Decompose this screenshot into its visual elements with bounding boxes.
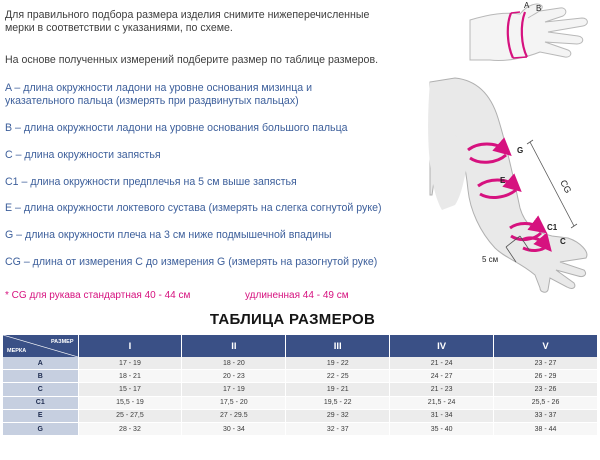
table-cell: 23 - 26: [494, 383, 598, 396]
row-label: C1: [3, 396, 78, 409]
table-cell: 17,5 - 20: [182, 396, 286, 409]
table-cell: 19 - 22: [286, 357, 390, 370]
table-cell: 25 - 27,5: [78, 409, 182, 422]
table-cell: 33 - 37: [494, 409, 598, 422]
table-cell: 31 - 34: [390, 409, 494, 422]
measure-a-line-1: A – длина окружности ладони на уровне основания мизинца и: [5, 82, 313, 94]
table-cell: 25,5 - 26: [494, 396, 598, 409]
label-e: E: [500, 176, 506, 185]
measure-e: E – длина окружности локтевого сустава (измерять на слегка согнутой руке): [5, 202, 382, 214]
row-label: G: [3, 422, 78, 435]
table-cell: 24 - 27: [390, 370, 494, 383]
table-cell: 19,5 - 22: [286, 396, 390, 409]
measure-b: B – длина окружности ладони на уровне основания большого пальца: [5, 122, 348, 134]
table-cell: 26 - 29: [494, 370, 598, 383]
table-cell: 18 - 20: [182, 357, 286, 370]
row-label: C: [3, 383, 78, 396]
table-cell: 22 - 25: [286, 370, 390, 383]
table-cell: 27 - 29.5: [182, 409, 286, 422]
label-a: A: [524, 1, 530, 10]
table-cell: 19 - 21: [286, 383, 390, 396]
corner-label-size: РАЗМЕР: [50, 339, 74, 345]
label-5cm: 5 см: [482, 255, 499, 264]
instruction-line-2: мерки в соответствии с указаниями, по схеме.: [5, 22, 233, 34]
table-row: [3, 370, 598, 383]
row-label: B: [3, 370, 78, 383]
table-cell: 18 - 21: [78, 370, 182, 383]
label-g: G: [517, 146, 524, 155]
table-cell: 38 - 44: [494, 422, 598, 435]
table-cell: 21 - 24: [390, 357, 494, 370]
label-c1: C1: [547, 223, 558, 232]
table-cell: 23 - 27: [494, 357, 598, 370]
label-cg: CG: [558, 178, 574, 195]
row-label: E: [3, 409, 78, 422]
table-cell: 17 - 19: [182, 383, 286, 396]
hand-illustration: [470, 4, 587, 60]
table-corner-cell: [3, 335, 78, 357]
size-header-3: III: [286, 335, 390, 357]
sleeve-note-standard: * CG для рукава стандартная 40 - 44 см: [5, 290, 191, 301]
label-b: B: [536, 4, 542, 13]
size-header-2: II: [182, 335, 286, 357]
size-table: [3, 335, 598, 436]
table-cell: 20 - 23: [182, 370, 286, 383]
label-c: C: [560, 237, 566, 246]
table-cell: 17 - 19: [78, 357, 182, 370]
instruction-line-3: На основе полученных измерений подберите размер по таблице размеров.: [5, 54, 379, 66]
table-cell: 32 - 37: [286, 422, 390, 435]
size-header-4: IV: [390, 335, 494, 357]
table-row: [3, 357, 598, 370]
measure-cg: CG – длина от измерения C до измерения G (измерять на разогнутой руке): [5, 256, 378, 268]
table-cell: 35 - 40: [390, 422, 494, 435]
table-row: [3, 409, 598, 422]
corner-label-measure: МЕРКА: [7, 348, 27, 354]
measure-g: G – длина окружности плеча на 3 см ниже подмышечной впадины: [5, 229, 332, 241]
table-cell: 30 - 34: [182, 422, 286, 435]
row-label: A: [3, 357, 78, 370]
table-cell: 15 - 17: [78, 383, 182, 396]
table-row: [3, 422, 598, 435]
table-cell: 21,5 - 24: [390, 396, 494, 409]
measure-c: C – длина окружности запястья: [5, 149, 161, 161]
table-cell: 21 - 23: [390, 383, 494, 396]
size-table-title: ТАБЛИЦА РАЗМЕРОВ: [209, 311, 376, 328]
sleeve-note-extended: удлиненная 44 - 49 см: [245, 290, 349, 301]
size-table-header-row: [3, 335, 598, 357]
measurement-diagram: [405, 0, 600, 300]
measure-a-line-2: указательного пальца (измерять при раздвинутых пальцах): [5, 95, 299, 107]
size-header-5: V: [494, 335, 598, 357]
size-header-1: I: [78, 335, 182, 357]
instruction-line-1: Для правильного подбора размера изделия снимите нижеперечисленные: [5, 9, 370, 21]
table-cell: 29 - 32: [286, 409, 390, 422]
table-row: [3, 383, 598, 396]
table-row: [3, 396, 598, 409]
table-cell: 15,5 - 19: [78, 396, 182, 409]
table-cell: 28 - 32: [78, 422, 182, 435]
measure-c1: C1 – длина окружности предплечья на 5 см выше запястья: [5, 176, 297, 188]
